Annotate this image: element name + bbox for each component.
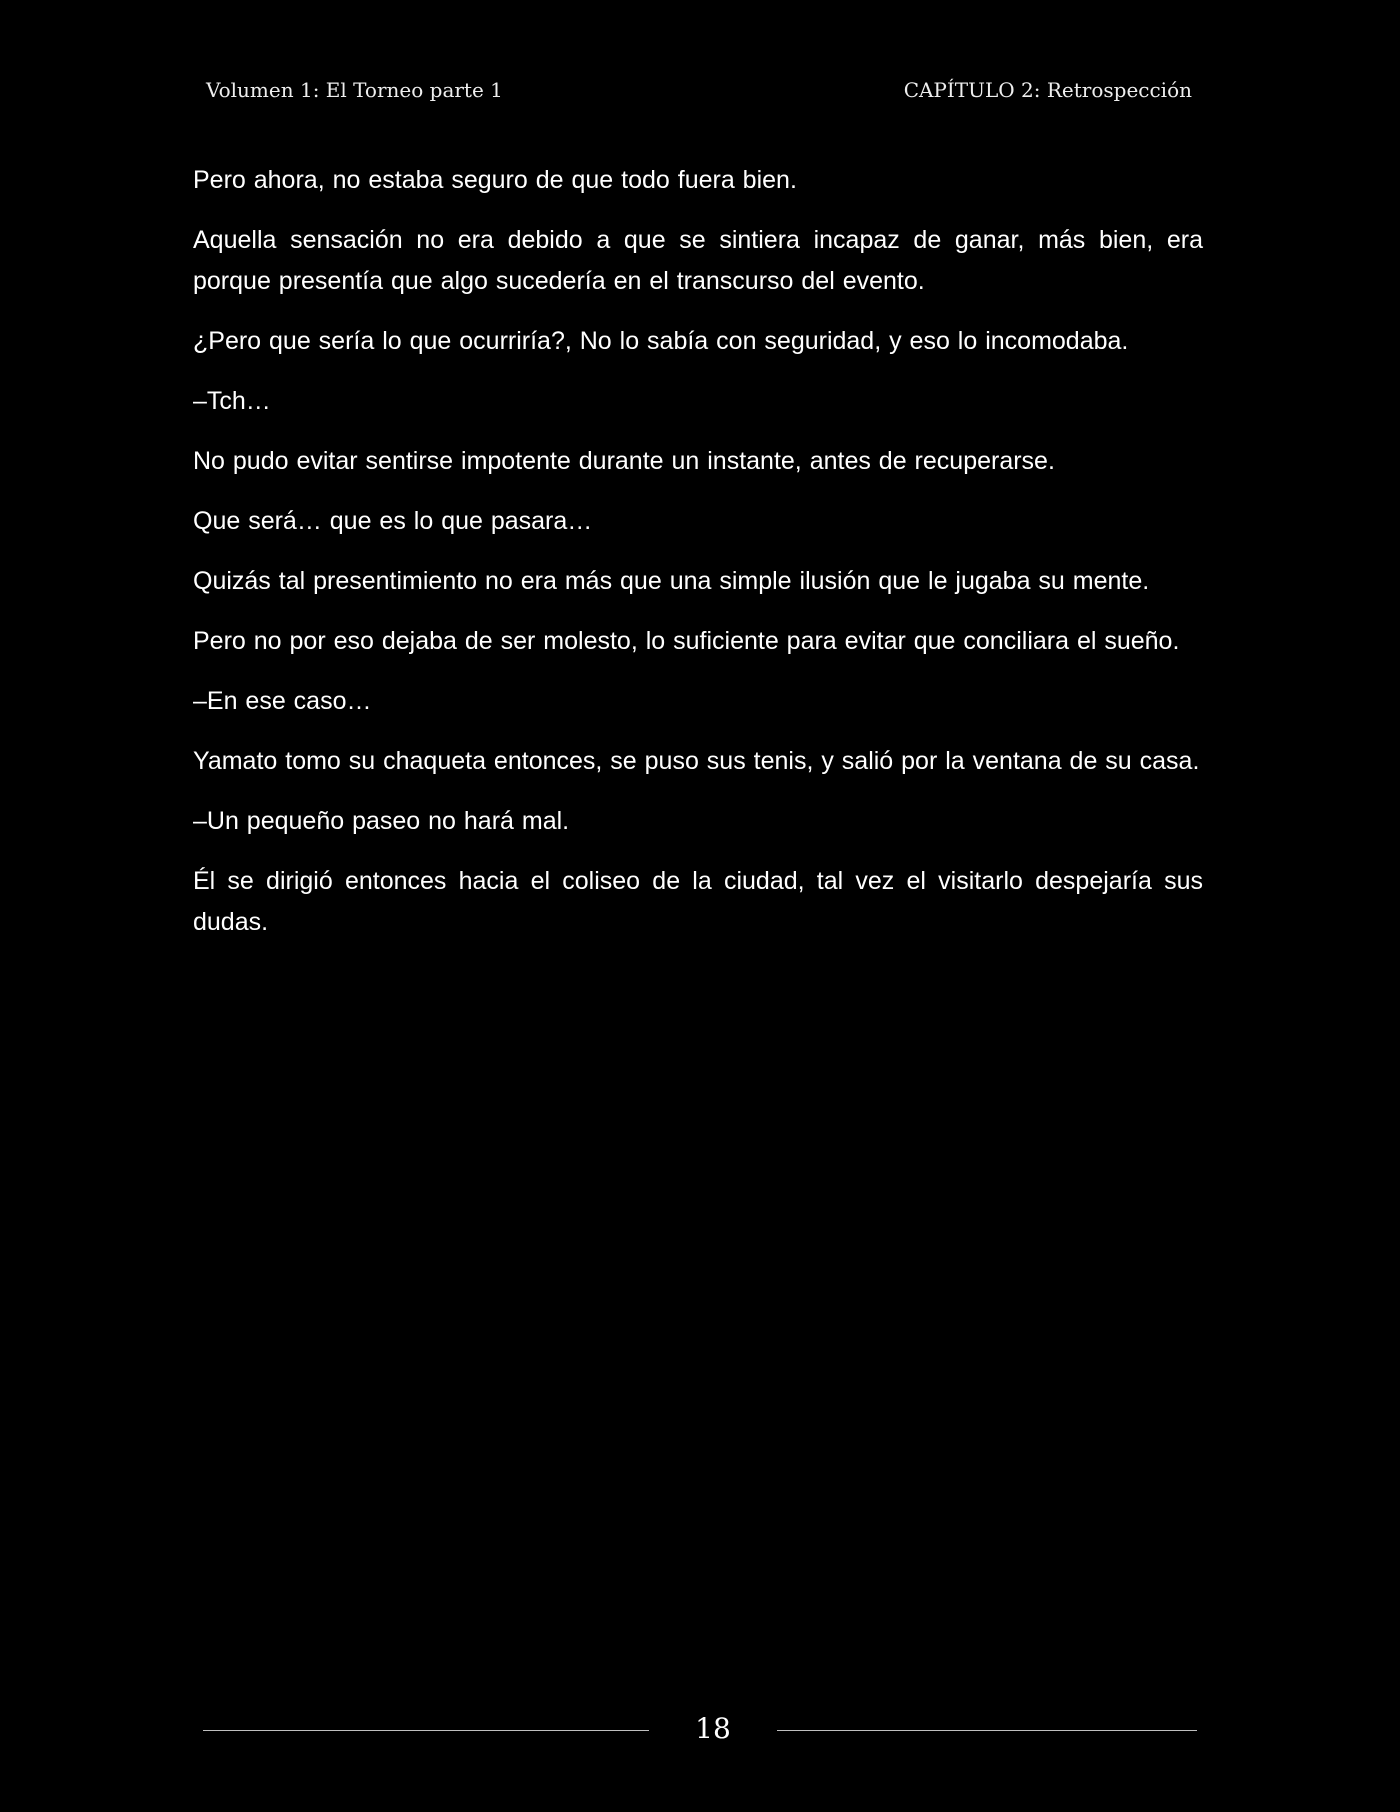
footer-rule-left: [203, 1730, 649, 1731]
volume-title: Volumen 1: El Torneo parte 1: [206, 78, 503, 102]
chapter-title: CAPÍTULO 2: Retrospección: [903, 78, 1192, 102]
paragraph: Yamato tomo su chaqueta entonces, se puso sus tenis, y salió por la ventana de su casa.: [193, 747, 1200, 775]
dialogue-line: –Tch…: [193, 387, 271, 415]
paragraph: No pudo evitar sentirse impotente durante un instante, antes de recuperarse.: [193, 447, 1055, 475]
chapter-body: [193, 160, 1203, 962]
running-header: [206, 78, 1192, 110]
page-number: 18: [695, 1712, 731, 1745]
paragraph: Que será… que es lo que pasara…: [193, 507, 593, 535]
dialogue-line: –Un pequeño paseo no hará mal.: [193, 807, 570, 835]
paragraph: ¿Pero que sería lo que ocurriría?, No lo sabía con seguridad, y eso lo incomodaba.: [193, 327, 1129, 355]
paragraph: Él se dirigió entonces hacia el coliseo de la ciudad, tal vez el visitarlo despejaría sus dudas.: [193, 867, 1203, 936]
paragraph: Quizás tal presentimiento no era más que una simple ilusión que le jugaba su mente.: [193, 567, 1150, 595]
paragraph: Pero no por eso dejaba de ser molesto, lo suficiente para evitar que conciliara el sueño.: [193, 627, 1180, 655]
footer-rule-right: [777, 1730, 1197, 1731]
paragraph: Pero ahora, no estaba seguro de que todo fuera bien.: [193, 166, 797, 194]
paragraph: Aquella sensación no era debido a que se sintiera incapaz de ganar, más bien, era porque presentía que algo sucedería en el transcurso del evento.: [193, 226, 1203, 295]
page-footer: [203, 1710, 1197, 1750]
dialogue-line: –En ese caso…: [193, 687, 372, 715]
